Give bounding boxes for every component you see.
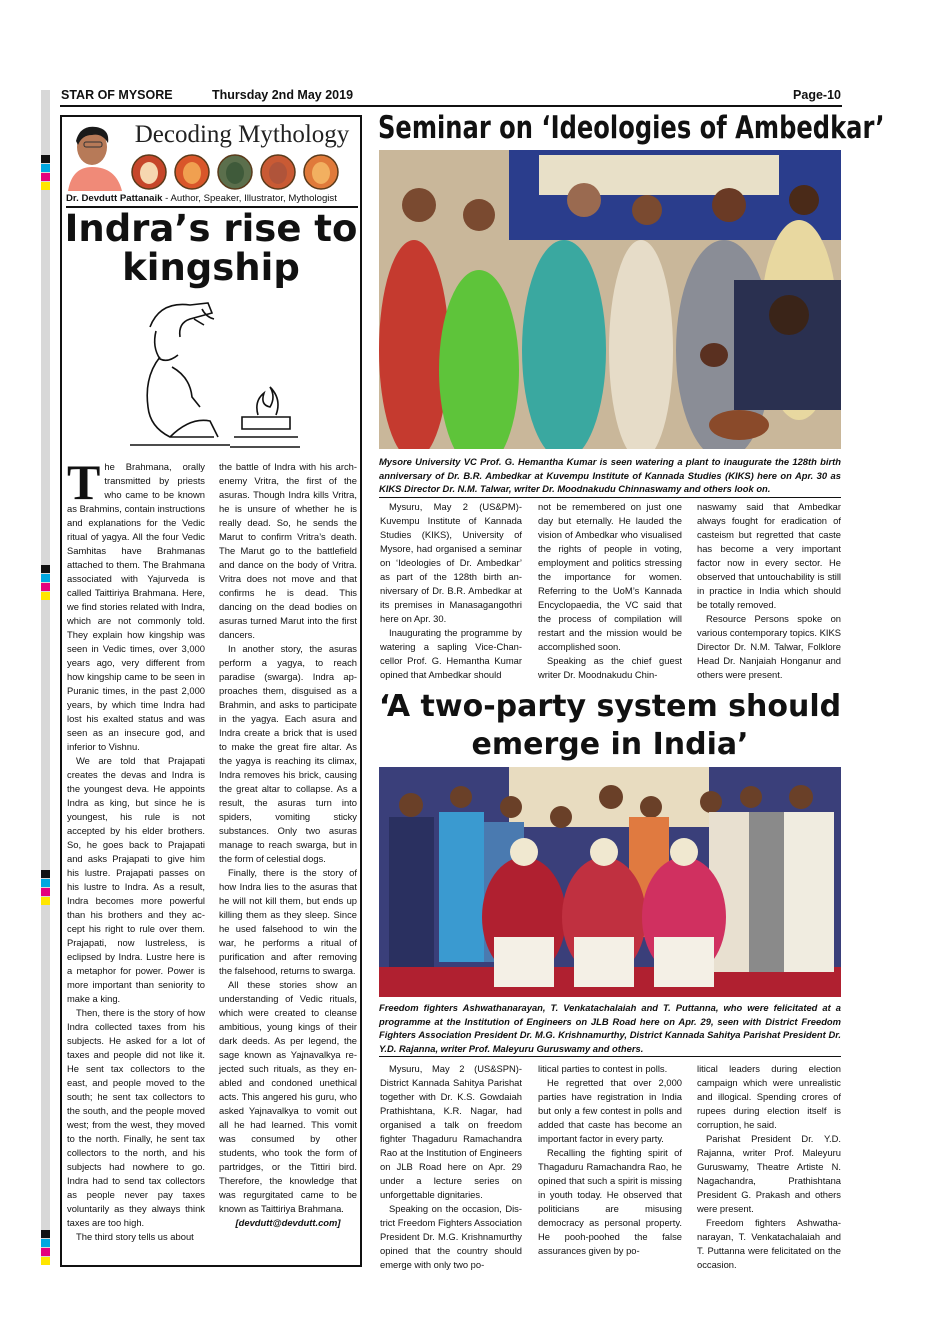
paragraph: The third story tells us about [76, 1231, 194, 1242]
article2-col-1 [380, 1062, 522, 1272]
paragraph: Freedom fighters Ashwathanarayan, T. Venkatachalaiah and T. Puttanna were felicitated on the occasion. [697, 1217, 841, 1270]
paragraph: litical leaders during election campaign which were unrealistic and illogical. Spending crores of rupees during election itself is corruption, he said. [697, 1063, 841, 1130]
issue-date: Thursday 2nd May 2019 [212, 88, 354, 102]
author-byline [66, 193, 356, 204]
paragraph: naswamy said that Ambedkar always fought for eradication of casteism but regretted that caste has become a very important factor now in every sector. He observed that untouchability is still in practice in India which should be totally removed. [697, 501, 841, 610]
headline-line-2: kingship [122, 245, 300, 289]
drop-cap: T [67, 454, 101, 510]
paragraph: Speaking on the occasion, District Freedom Fighters Association President Dr. M.G. Krishnamurthy opined that the country should emerge with only two po- [380, 1203, 522, 1270]
paragraph: In another story, the asuras perform a yagya, to reach paradise (swarga). Indra approaches them, disguised as a Brahmin, and asks to participate in the yagya. Each asura and Indra create a brick that is used to make the great fire altar. As the yagya is reaching its climax, Indra removes his brick, causing the great altar to collapse. As a result, the asuras turn into spiders, vomiting sticky substances. Only two asuras manage to reach swarga, but in the form of celestial dogs. [219, 643, 357, 864]
paragraph: Then, there is the story of how Indra collected taxes from his subjects. He asked for a lot of taxes and people did not like it. He sent tax collectors to the east, and people moved to the south; he sent tax collectors to the south, and the people moved west; from the west, they moved to the north. Finally, he sent tax collectors to the north, and his subjects had nowhere to go. Indra had to send tax collectors as people never pay taxes voluntarily as they always think taxes are too high. [67, 1007, 205, 1228]
column-headline [62, 207, 360, 289]
paragraph: Mysuru, May 2 (US&SPN)- District Kannada Sahitya Parishat together with Dr. K.S. Gowdaiah Prathishtana, K.R. Nagar, had organised a talk on freedom fighter Thagaduru Ramachandra Rao at the Institution of Engineers on JLB Road here on Apr. 29 under a lecture series on unforgettable dignitaries. [380, 1063, 522, 1200]
column-text-1 [67, 454, 205, 1244]
paragraph: All these stories show an understanding of Vedic rituals, which were created to cleanse ambitious, young kings of their dark deeds. As per legend, the sage known as Yajnavalkya rejected such rituals, as they enabled and condoned unethical acts. This angered his guru, who asked Yajnavalkya to vomit out all he had learned. This vomit was consumed by other students, who took the form of partridges, or the Tittiri bird. Therefore, the knowledge that was regurgitated came to be known as Taittiriya Brahmana. [219, 979, 357, 1214]
article1-col-3 [697, 500, 841, 682]
decoding-mythology-column [60, 115, 362, 1267]
paragraph: Parishat President Dr. Y.D. Rajanna, writer Prof. Maleyuru Guruswamy, Theatre Artiste N. Nagachandra, Prathishtana President G. Prakash and others were present. [697, 1133, 841, 1214]
article1-caption: Mysore University VC Prof. G. Hemantha Kumar is seen watering a plant to inaugurate the 128th birth anniversary of Dr. B.R. Ambedkar at Kuvempu Institute of Kannada Studies (KIKS) here on Apr. 30 as KIKS Director Dr. N.M. Talwar, writer Dr. Moodnakudu Chinnaswamy and others look on. [379, 455, 841, 498]
article2-col-3 [697, 1062, 841, 1272]
paragraph: He regretted that over 2,000 parties have registration in India but only a few contest in polls and added that caste has become an important factor in every party. [538, 1077, 682, 1144]
article2-caption: Freedom fighters Ashwathanarayan, T. Venkatachalaiah and T. Puttanna, who were felicitated at a programme at the Institution of Engineers on JLB Road here on Apr. 29, seen with District Freedom Fighters Association President Dr. M.G. Krishnamurthy, District Kannada Sahitya Parishat President Dr. Y.D. Rajanna, writer Prof. Maleyuru Guruswamy and others. [379, 1001, 841, 1057]
column-title: Decoding Mythology [134, 121, 350, 148]
column-text-2 [219, 460, 357, 1230]
paragraph: The Brahmana, orally transmitted by priests who came to be known as Brahmins, contain instructions and explanations for the Vedic ritual of yagya. All the four Vedic Samhitas have Brahmanas attached to them. The Brahmana associated with Yajurveda is called Taittiriya Brahmana. Here, we find stories related with Indra, which are not commonly told. They explain how kingship was seen in Vedic times, over 3,000 years ago, very different from how kingship came to be seen in Puranic times, in the past 2,000 years, by which time Indra had lost his exalted status and was seen as an insecure god, and inferior to Vishnu. [67, 454, 205, 752]
author-photo [66, 119, 124, 191]
headline-line-2: emerge in India’ [471, 727, 749, 762]
author-name: Dr. Devdutt Pattanaik [66, 193, 163, 204]
header-rule [60, 105, 842, 107]
page-number: Page-10 [793, 88, 841, 102]
paragraph: the battle of Indra with his arch-enemy Vritra, the first of the asuras. Though Indra kills Vritra, he is unsure of whether he is really dead. So, he sends the Marut to confirm Vritra’s death. The Marut go to the battlefield and dance on the body of Vritra. Vritra does not move and that confirms he is dead. This dancing on the dead bodies on asuras turned Marut into the first dancers. [219, 461, 357, 640]
article2-headline [378, 688, 842, 764]
paragraph: Inaugurating the programme by watering a sapling Vice-Chancellor Prof. G. Hemantha Kumar opined that Ambedkar should [380, 627, 522, 680]
seminar-photo [379, 150, 841, 449]
article1-col-1 [380, 500, 522, 682]
margin-strip [41, 90, 50, 1265]
paragraph: not be remembered on just one day but eternally. He lauded the vision of Ambedkar who visualised the rights of people in voting, employment and politics stressing the importance for women. Referring to the UoM’s Kannada Encyclopaedia, the VC said that the process of compilation will restart and the mission would be accomplished soon. [538, 501, 682, 652]
headline-line-1: ‘A two-party system should [378, 689, 842, 724]
author-description: - Author, Speaker, Illustrator, Mythologist [162, 193, 337, 204]
article2-col-2 [538, 1062, 682, 1258]
newspaper-name: STAR OF MYSORE [61, 88, 173, 102]
author-email: [devdutt@devdutt.com] [235, 1217, 341, 1228]
paragraph: Recalling the fighting spirit of Thagaduru Ramachandra Rao, he opined that such a spirit is missing in youth today. He observed that politicians are misusing democracy as personal property. He pooh-poohed the false assurances given by po- [538, 1147, 682, 1256]
paragraph: Finally, there is the story of how Indra lies to the asuras that he will not kill them, but ends up killing them as they sleep. Since he used falsehood to win the war, he performs a ritual of purification and after removing the falsehood, returns to swarga. [219, 867, 357, 976]
mythology-faces [130, 153, 360, 191]
paragraph: Mysuru, May 2 (US&PM)- Kuvempu Institute of Kannada Studies (KIKS), University of Mysore, had organised a seminar on ‘Ideologies of Dr. Ambedkar’ as part of the 128th birth anniversary of Dr. B.R. Ambedkar at its premises in Manasagangothri here on Apr. 30. [380, 501, 522, 624]
paragraph: Speaking as the chief guest writer Dr. Moodnakudu Chin- [538, 655, 682, 680]
paragraph: litical parties to contest in polls. [538, 1063, 668, 1074]
paragraph: We are told that Prajapati creates the devas and Indra is the youngest deva. He appoints Indra as king, but since he is youngest, his rule is not accepted by his elder brothers. So, he goes back to Prajapati and asks Prajapati to give him his lustre. Prajapati passes on his lustre to Indra. As a result, Indra becomes more powerful than his brothers and they accept his right to rule over them. Prajapati, now lustreless, is eclipsed by Indra. Lustre here is a metaphor for power. Power is more important than seniority to make a king. [67, 755, 205, 1004]
article1-col-2 [538, 500, 682, 682]
indra-illustration [130, 297, 300, 452]
article1-headline: Seminar on ‘Ideologies of Ambedkar’ [378, 110, 885, 146]
paragraph: Resource Persons spoke on various contemporary topics. KIKS Director Dr. N.M. Talwar, Folklore Head Dr. Nanjaiah Honganur and others were present. [697, 613, 841, 680]
felicitation-photo [379, 767, 841, 997]
headline-line-1: Indra’s rise to [64, 207, 358, 250]
